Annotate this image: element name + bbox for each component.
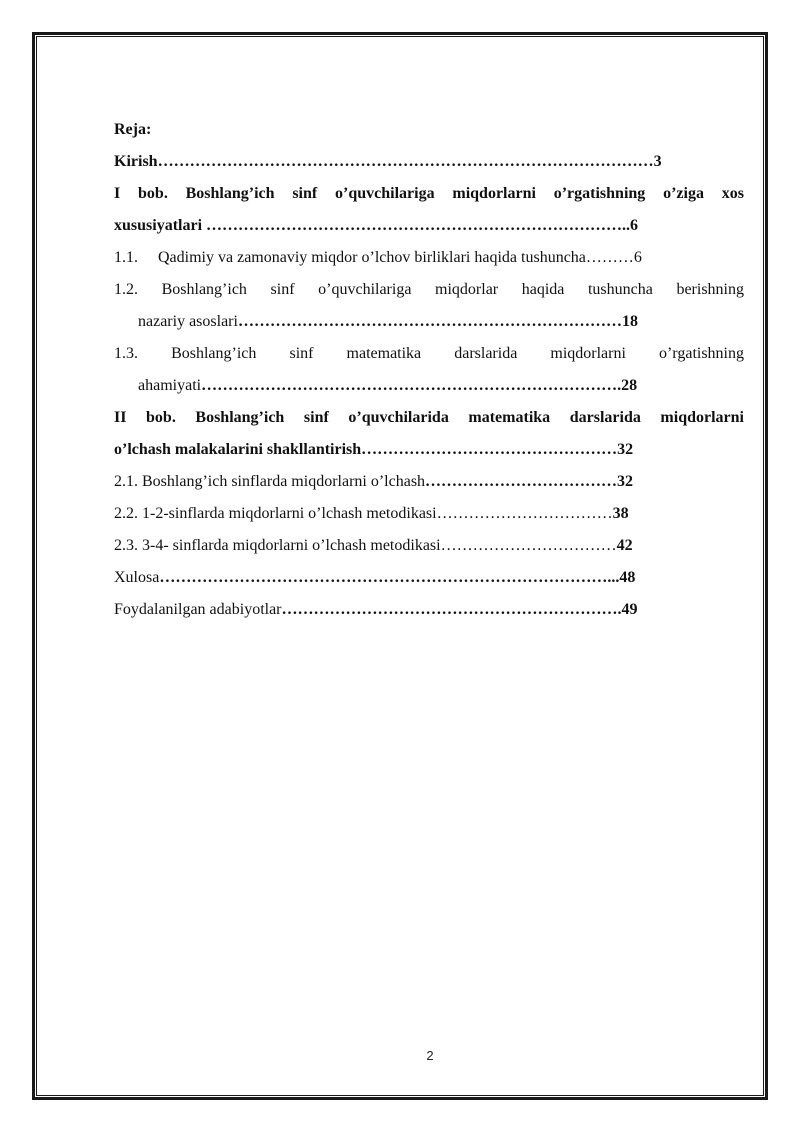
table-of-contents	[114, 114, 744, 626]
page-ref: 42	[616, 537, 633, 554]
section-number: 1.2.	[114, 281, 138, 298]
section-title: Qadimiy va zamonaviy miqdor o’lchov birliklari haqida tushuncha………6	[158, 249, 642, 266]
page-leader: ………………………………32	[425, 473, 634, 490]
toc-chapter1-title: I bob. Boshlang’ich sinf o’quvchilariga miqdorlarni o’rgatishning o’ziga xos	[114, 185, 744, 202]
page-leader: ……………………………………………………….49	[281, 601, 638, 618]
toc-entry-1-3-cont	[114, 370, 744, 402]
toc-entry-2-1	[114, 466, 744, 498]
section-title: 2.2. 1-2-sinflarda miqdorlarni o’lchash metodikasi……………………………	[114, 505, 613, 522]
toc-entry-conclusion	[114, 562, 744, 594]
section-number: 1.1.	[114, 249, 138, 266]
toc-entry-1-2-cont	[114, 306, 744, 338]
page-leader: …………………………………………………………………….28	[201, 377, 638, 394]
page-number: 2	[426, 1048, 434, 1063]
page-leader: …………………………………………………………………………...48	[159, 569, 636, 586]
toc-entry-1-2	[114, 274, 744, 306]
toc-chapter1-title-cont: xususiyatlari ……………………………………………………………………..6	[114, 217, 639, 234]
section-title: 2.1. Boshlang’ich sinflarda miqdorlarni o’lchash	[114, 473, 426, 490]
section-title: 2.3. 3-4- sinflarda miqdorlarni o’lchash metodikasi……………………………	[114, 537, 617, 554]
toc-chapter2-title-cont: o’lchash malakalarini shakllantirish…………………………………………32	[114, 441, 634, 458]
toc-entry-1-3	[114, 338, 744, 370]
page-ref: 38	[612, 505, 629, 522]
section-title: Boshlang’ich sinf matematika darslarida miqdorlarni o’rgatishning	[171, 345, 745, 362]
section-title: Xulosa	[114, 569, 160, 586]
toc-entry-intro: Kirish…………………………………………………………………………………3	[114, 153, 662, 170]
section-title: Boshlang’ich sinf o’quvchilariga miqdorlar haqida tushuncha berishning	[161, 281, 745, 298]
toc-heading: Reja:	[114, 121, 152, 138]
page-leader: ………………………………………………………………18	[237, 313, 638, 330]
toc-entry-references	[114, 594, 744, 626]
section-title-cont: nazariy asoslari	[138, 313, 238, 330]
section-number: 1.3.	[114, 345, 138, 362]
toc-entry-2-3	[114, 530, 744, 562]
toc-chapter2-title: II bob. Boshlang’ich sinf o’quvchilarida matematika darslarida miqdorlarni	[114, 409, 744, 426]
toc-entry-2-2	[114, 498, 744, 530]
section-title-cont: ahamiyati	[138, 377, 202, 394]
section-title: Foydalanilgan adabiyotlar	[114, 601, 282, 618]
toc-entry-1-1	[114, 242, 744, 274]
